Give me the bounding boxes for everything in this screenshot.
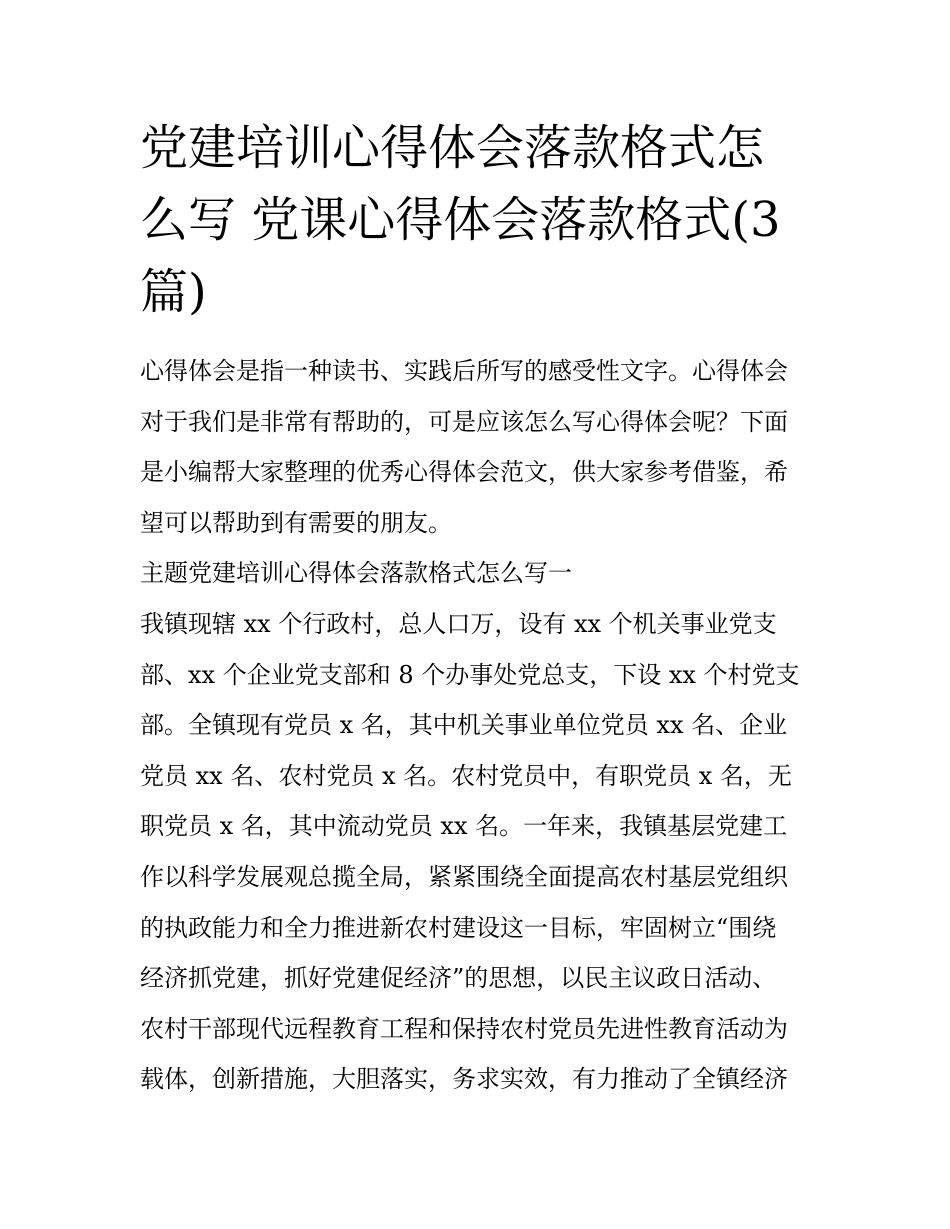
text-line: 部、xx 个企业党支部和 8 个办事处党总支，下设 xx 个村党支 [140,660,800,689]
text-line: 职党员 x 名，其中流动党员 xx 名。一年来，我镇基层党建工 [140,812,788,841]
intro-paragraph [140,346,812,548]
text-line: 我镇现辖 xx 个行政村，总人口万，设有 xx 个机关事业党支 [140,609,777,638]
title-line: 么写 党课心得体会落款格式(3 [140,192,781,248]
text-line: 农村干部现代远程教育工程和保持农村党员先进性教育活动为 [140,1014,788,1043]
title-line: 篇) [140,264,207,320]
section-heading: 主题党建培训心得体会落款格式怎么写一 [140,559,572,588]
text-line: 部。全镇现有党员 x 名，其中机关事业单位党员 xx 名、企业 [140,711,788,740]
text-line: 党员 xx 名、农村党员 x 名。农村党员中，有职党员 x 名，无 [140,761,792,790]
text-line: 对于我们是非常有帮助的，可是应该怎么写心得体会呢？下面 [140,407,788,436]
text-line: 望可以帮助到有需要的朋友。 [140,508,452,537]
text-line: 的执政能力和全力推进新农村建设这一目标，牢固树立“围绕 [140,913,777,942]
title-line: 党建培训心得体会落款格式怎 [140,120,765,176]
text-line: 作以科学发展观总揽全局，紧紧围绕全面提高农村基层党组织 [140,862,788,891]
document-page [140,112,812,1105]
text-line: 是小编帮大家整理的优秀心得体会范文，供大家参考借鉴，希 [140,458,788,487]
text-line: 经济抓党建，抓好党建促经济”的思想，以民主议政日活动、 [140,964,777,993]
body-paragraph [140,599,812,1105]
text-line: 载体，创新措施，大胆落实，务求实效，有力推动了全镇经济 [140,1065,788,1094]
text-line: 心得体会是指一种读书、实践后所写的感受性文字。心得体会 [140,357,788,385]
document-title [140,112,812,346]
